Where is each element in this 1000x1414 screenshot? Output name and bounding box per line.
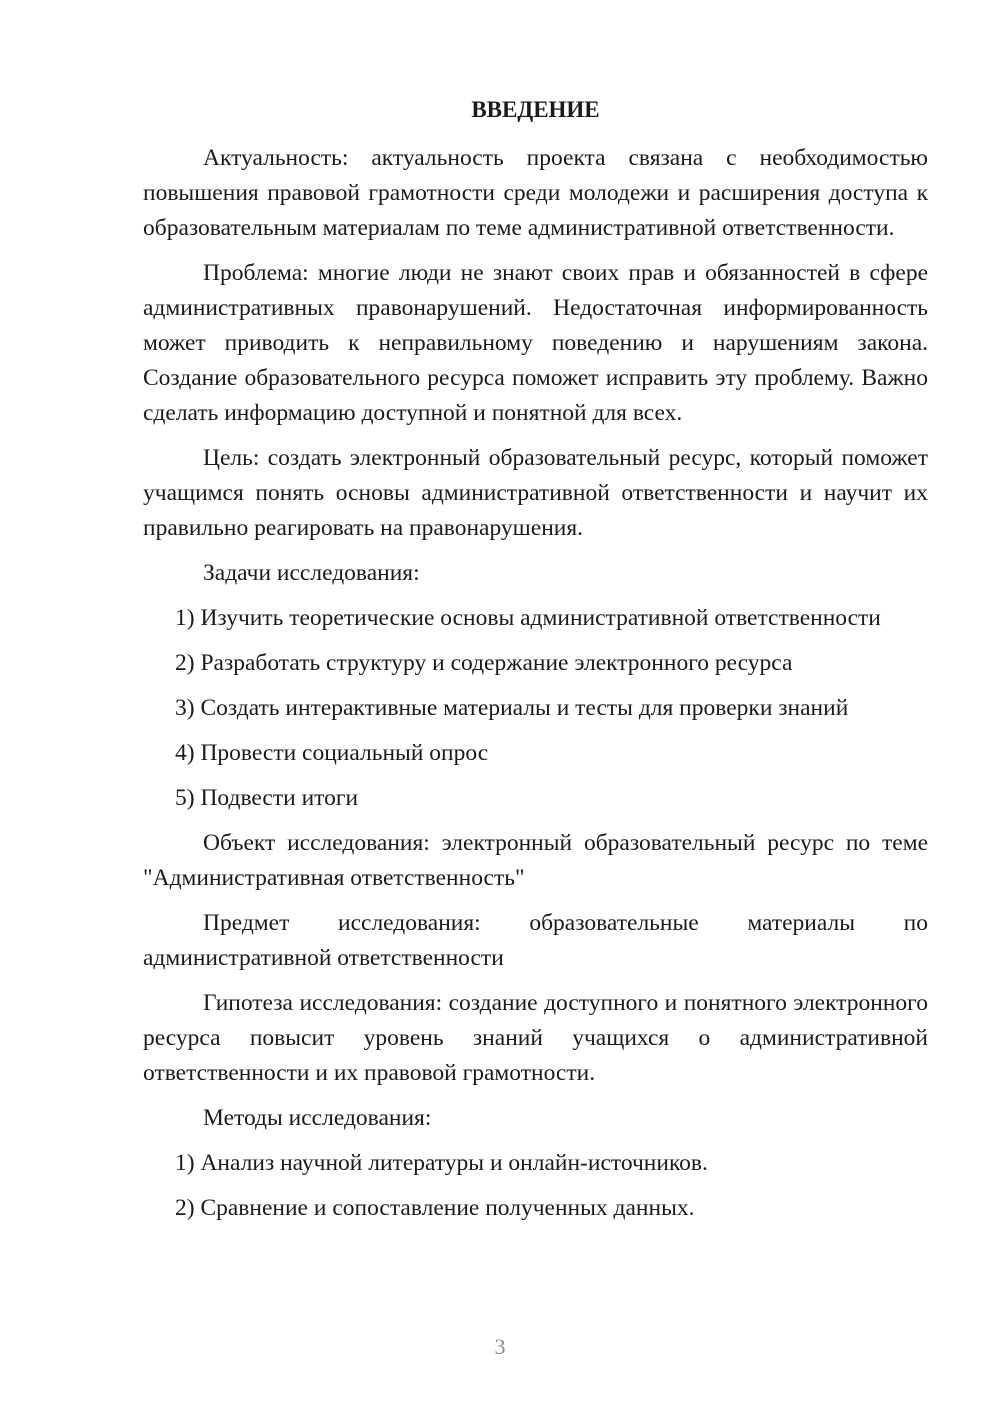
goal-paragraph: Цель: создать электронный образовательный ресурс, который поможет учащимся понять основы административной ответственности и научит их правильно реагировать на правонарушения.: [143, 445, 928, 541]
task-item: 5) Подвести итоги: [175, 785, 359, 811]
task-item: 1) Изучить теоретические основы административной ответственности: [175, 605, 881, 631]
task-item: 4) Провести социальный опрос: [175, 740, 489, 766]
method-item: 2) Сравнение и сопоставление полученных данных.: [175, 1195, 695, 1221]
document-page: [143, 94, 928, 1236]
page-number: 3: [494, 1334, 506, 1359]
problem-paragraph: Проблема: многие люди не знают своих прав и обязанностей в сфере административных правонарушений. Недостаточная информированность может приводить к неправильному поведению и нарушениям закона. Создание образовательного ресурса поможет исправить эту проблему. Важно сделать информацию доступной и понятной для всех.: [143, 260, 928, 426]
tasks-heading: Задачи исследования:: [203, 560, 420, 586]
method-item: 1) Анализ научной литературы и онлайн-источников.: [175, 1150, 708, 1176]
relevance-paragraph: Актуальность: актуальность проекта связана с необходимостью повышения правовой грамотности среди молодежи и расширения доступа к образовательным материалам по теме административной ответственности.: [143, 145, 928, 241]
task-item: 2) Разработать структуру и содержание электронного ресурса: [175, 650, 793, 676]
task-item: 3) Создать интерактивные материалы и тесты для проверки знаний: [175, 695, 849, 721]
section-title: ВВЕДЕНИЕ: [471, 97, 600, 122]
object-paragraph: Объект исследования: электронный образовательный ресурс по теме "Административная ответственность": [143, 830, 928, 891]
subject-paragraph: Предмет исследования: образовательные материалы по административной ответственности: [143, 910, 928, 971]
hypothesis-paragraph: Гипотеза исследования: создание доступного и понятного электронного ресурса повысит уровень знаний учащихся о административной ответственности и их правовой грамотности.: [143, 990, 928, 1086]
methods-heading: Методы исследования:: [203, 1105, 432, 1131]
